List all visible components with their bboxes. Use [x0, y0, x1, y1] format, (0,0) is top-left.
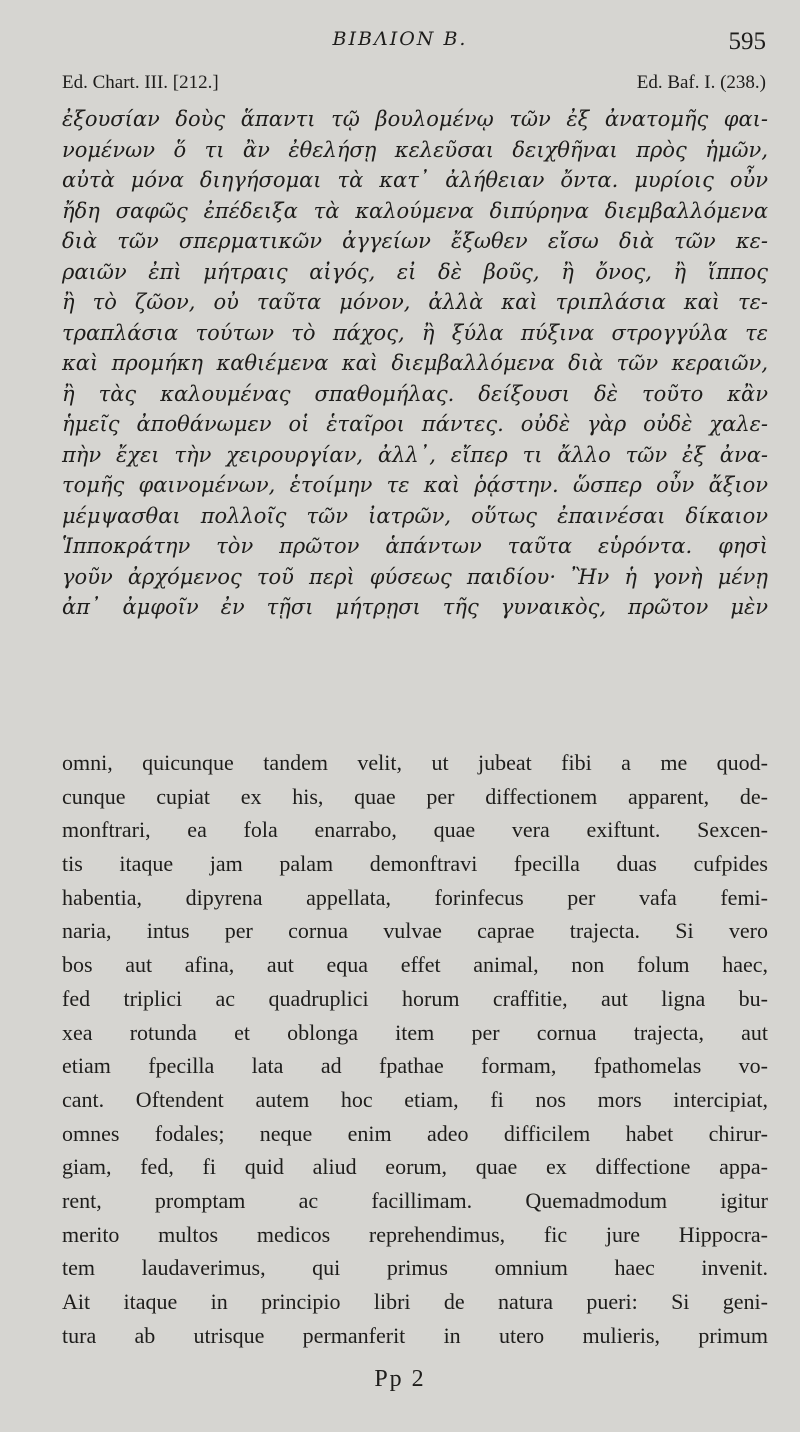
greek-text-line: ραιῶν ἐπὶ μήτραις αἰγός, εἰ δὲ βοῦς, ἢ ὄνος, ἢ ἵππος: [62, 259, 768, 284]
latin-text-line: tis itaque jam palam demonftravi fpecilla duas cufpides: [62, 851, 768, 877]
greek-text-line: πὴν ἔχει τὴν χειρουργίαν, ἀλλ᾽, εἴπερ τι ἄλλο τῶν ἐξ ἀνα-: [62, 442, 768, 467]
latin-text-line: omni, quicunque tandem velit, ut jubeat fibi a me quod-: [62, 750, 768, 775]
latin-text-line: bos aut afina, aut equa effet animal, non folum haec,: [62, 952, 768, 978]
greek-text-line: αὐτὰ μόνα διηγήσομαι τὰ κατ᾽ ἀλήθειαν ὄντα. μυρίοις οὖν: [62, 168, 768, 192]
latin-text-line: omnes fodales; neque enim adeo difficilem habet chirur-: [62, 1120, 768, 1146]
greek-text-line: γοῦν ἀρχόμενος τοῦ περὶ φύσεως παιδίου· Ἢν ἡ γονὴ μένῃ: [62, 564, 768, 589]
latin-text-line: tura ab utrisque permanferit in utero mulieris, primum: [62, 1322, 768, 1348]
greek-text-line: καὶ προμήκη καθιέμενα καὶ διεμβαλλόμενα διὰ τῶν κεραιῶν,: [62, 351, 768, 375]
greek-text-line: τομῆς φαινομένων, ἑτοίμην τε καὶ ῥᾴστην. ὥσπερ οὖν ἄξιον: [62, 473, 768, 497]
latin-text-block: [62, 746, 768, 1352]
latin-text-line: xea rotunda et oblonga item per cornua trajecta, aut: [62, 1019, 768, 1045]
edition-reference-left: Ed. Chart. III. [212.]: [62, 72, 219, 93]
greek-text-line: διὰ τῶν σπερματικῶν ἀγγείων ἔξωθεν εἴσω διὰ τῶν κε-: [62, 229, 768, 253]
latin-text-line: rent, promptam ac facillimam. Quemadmodum igitur: [62, 1187, 768, 1213]
latin-text-line: naria, intus per cornua vulvae caprae trajecta. Si vero: [62, 918, 768, 944]
greek-text-line: ἤδη σαφῶς ἐπέδειξα τὰ καλούμενα διπύρηνα διεμβαλλόμενα: [62, 198, 768, 223]
latin-text-line: Ait itaque in principio libri de natura pueri: Si geni-: [62, 1289, 768, 1314]
running-head: ΒΙΒΛΙΟΝ Β.: [332, 28, 468, 50]
latin-text-line: cant. Oftendent autem hoc etiam, fi nos mors intercipiat,: [62, 1086, 768, 1112]
latin-text-line: etiam fpecilla lata ad fpathae formam, fpathomelas vo-: [62, 1053, 768, 1079]
latin-text-line: cunque cupiat ex his, quae per diffectionem apparent, de-: [62, 783, 768, 809]
printer-signature: Pp 2: [374, 1366, 426, 1392]
page-number: 595: [728, 28, 766, 55]
greek-text-line: ἢ τὸ ζῶον, οὐ ταῦτα μόνον, ἀλλὰ καὶ τριπλάσια καὶ τε-: [62, 290, 768, 314]
latin-text-line: merito multos medicos reprehendimus, fic jure Hippocra-: [62, 1221, 768, 1247]
latin-text-line: fed triplici ac quadruplici horum craffitie, aut ligna bu-: [62, 985, 768, 1011]
latin-text-line: monftrari, ea fola enarrabo, quae vera exiftunt. Sexcen-: [62, 817, 768, 843]
latin-text-line: giam, fed, fi quid aliud eorum, quae ex diffectione appa-: [62, 1154, 768, 1180]
greek-text-line: ἡμεῖς ἀποθάνωμεν οἱ ἑταῖροι πάντες. οὐδὲ γὰρ οὐδὲ χαλε-: [62, 412, 768, 436]
latin-text-line: tem laudaverimus, qui primus omnium haec invenit.: [62, 1255, 768, 1281]
greek-text-line: ἐξουσίαν δοὺς ἅπαντι τῷ βουλομένῳ τῶν ἐξ ἀνατομῆς φαι-: [62, 107, 768, 131]
greek-text-line: Ἱπποκράτην τὸν πρῶτον ἁπάντων ταῦτα εὑρόντα. φησὶ: [62, 534, 768, 558]
greek-text-line: ἢ τὰς καλουμένας σπαθομήλας. δείξουσι δὲ τοῦτο κἂν: [62, 381, 768, 406]
greek-text-line: τραπλάσια τούτων τὸ πάχος, ἢ ξύλα πύξινα στρογγύλα τε: [62, 320, 768, 345]
greek-text-line: ἀπ᾽ ἀμφοῖν ἐν τῇσι μήτρῃσι τῆς γυναικὸς, πρῶτον μὲν: [62, 595, 768, 619]
latin-text-line: habentia, dipyrena appellata, forinfecus per vafa femi-: [62, 884, 768, 910]
greek-text-line: μέμψασθαι πολλοῖς τῶν ἰατρῶν, οὕτως ἐπαινέσαι δίκαιον: [62, 503, 768, 528]
greek-text-block: [62, 104, 768, 623]
greek-text-line: νομένων ὅ τι ἂν ἐθελήσῃ κελεῦσαι δειχθῆναι πρὸς ἡμῶν,: [62, 137, 768, 162]
edition-reference-right: Ed. Baf. I. (238.): [636, 72, 766, 93]
